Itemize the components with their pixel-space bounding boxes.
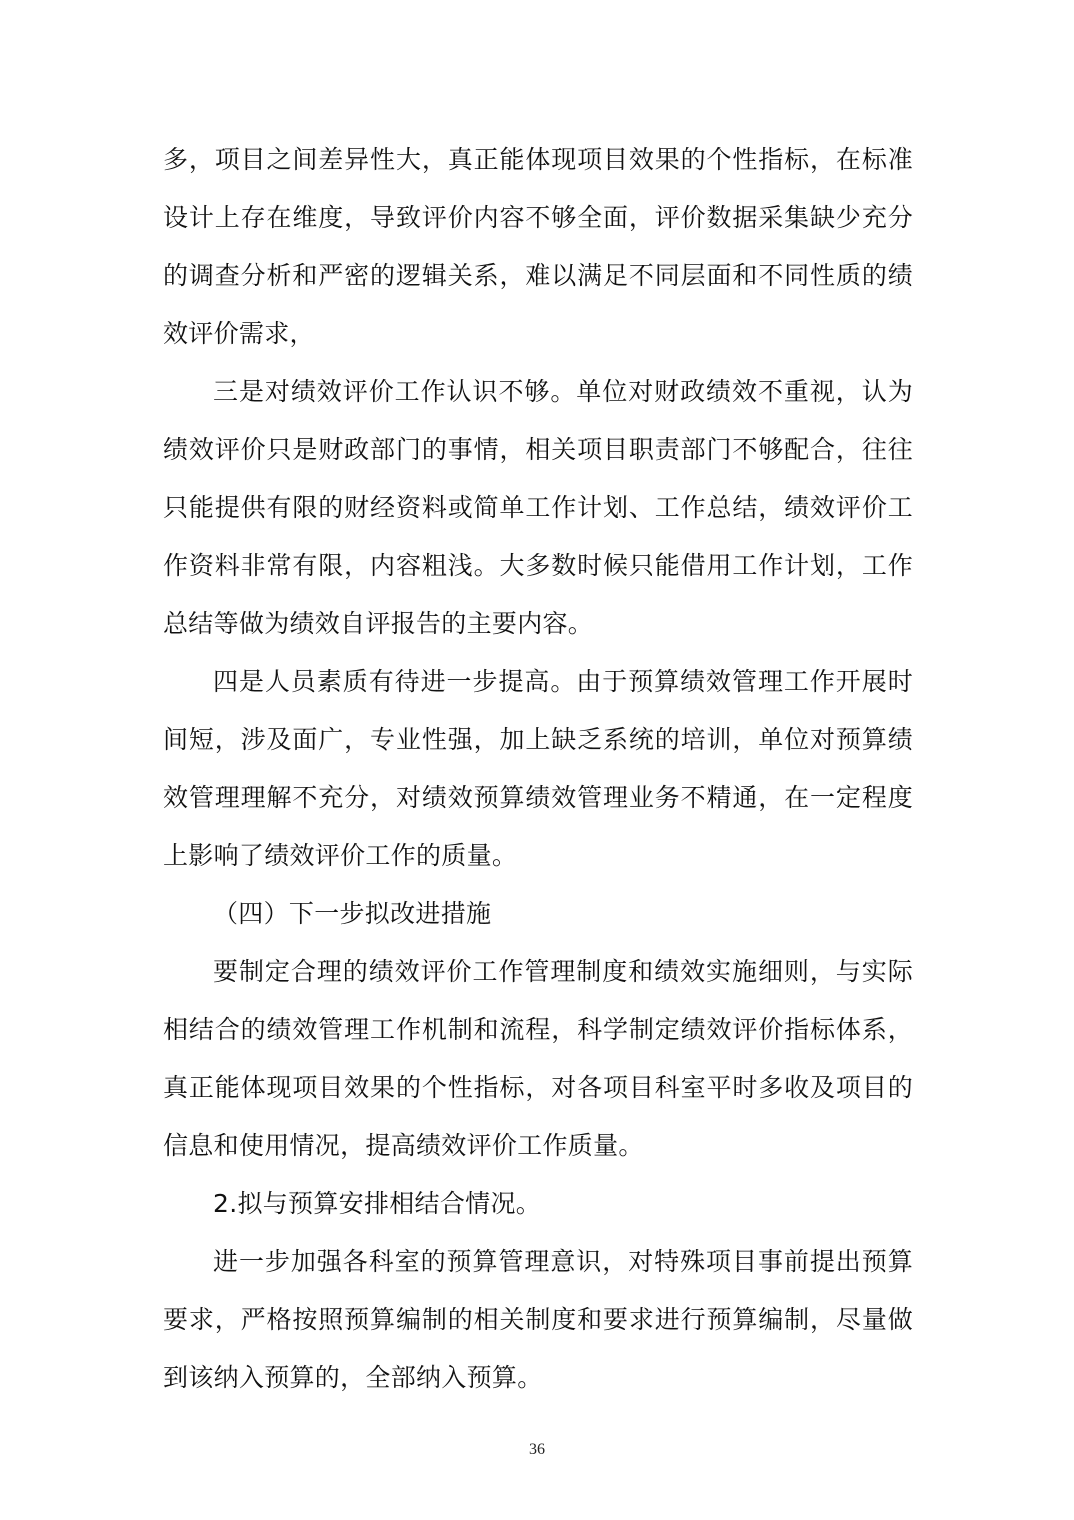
page-number: 36 [529,1441,545,1458]
subheading-two: 2.拟与预算安排相结合情况。 [213,1189,542,1218]
point-four-paragraph: 四是人员素质有待进一步提高。由于预算绩效管理工作开展时间短，涉及面广，专业性强，加上缺乏系统的培训，单位对预算绩效管理理解不充分，对绩效预算绩效管理业务不精通，在一定程度上影响了绩效评价工作的质量。 [163,667,913,870]
point-three-paragraph: 三是对绩效评价工作认识不够。单位对财政绩效不重视，认为绩效评价只是财政部门的事情，相关项目职责部门不够配合，往往只能提供有限的财经资料或简单工作计划、工作总结，绩效评价工作资料非常有限，内容粗浅。大多数时候只能借用工作计划，工作总结等做为绩效自评报告的主要内容。 [163,377,913,638]
section-heading-four: （四）下一步拟改进措施 [213,899,492,928]
measures-paragraph: 要制定合理的绩效评价工作管理制度和绩效实施细则，与实际相结合的绩效管理工作机制和流程，科学制定绩效评价指标体系，真正能体现项目效果的个性指标，对各项目科室平时多收及项目的信息和使用情况，提高绩效评价工作质量。 [163,957,913,1160]
budget-paragraph: 进一步加强各科室的预算管理意识，对特殊项目事前提出预算要求，严格按照预算编制的相关制度和要求进行预算编制，尽量做到该纳入预算的，全部纳入预算。 [163,1247,913,1392]
continuation-paragraph: 多，项目之间差异性大，真正能体现项目效果的个性指标，在标准设计上存在维度，导致评价内容不够全面，评价数据采集缺少充分的调查分析和严密的逻辑关系，难以满足不同层面和不同性质的绩效评价需求， [163,145,913,348]
page-body [163,131,913,1407]
